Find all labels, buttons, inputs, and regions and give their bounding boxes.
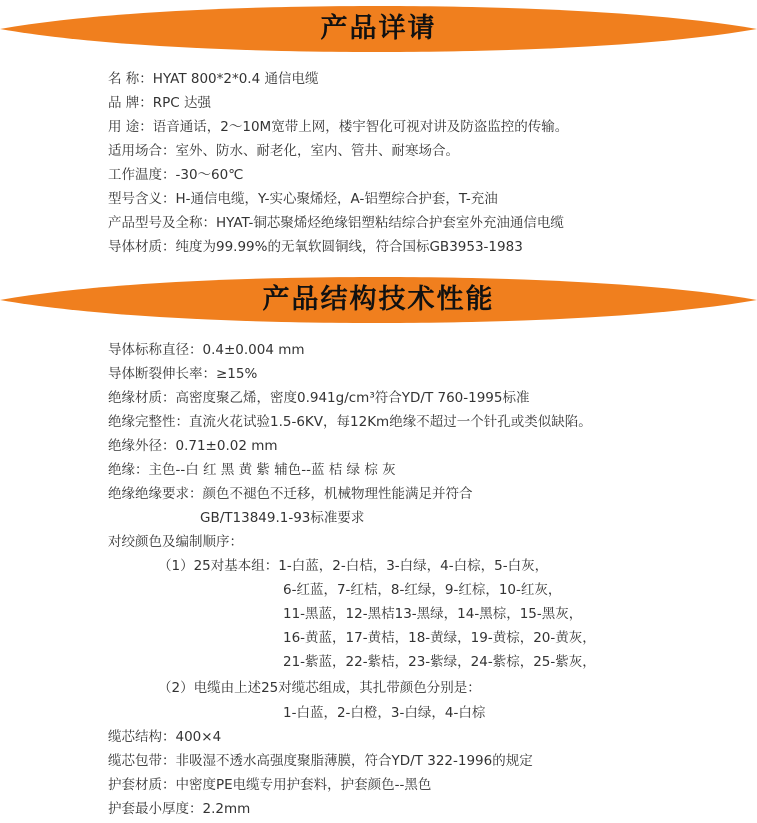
spec-line-name: 名 称：HYAT 800*2*0.4 通信电缆 <box>108 71 319 87</box>
section-title: 产品详请 <box>320 13 437 44</box>
spec-line-pair-group-3: 11-黑蓝，12-黑桔13-黑绿，14-黑棕，15-黑灰， <box>283 606 583 622</box>
spec-line-conductor-diameter: 导体标称直径：0.4±0.004 mm <box>108 342 305 358</box>
section-title: 产品结构技术性能 <box>262 284 495 315</box>
spec-line-pair-group-5: 21-紫蓝，22-紫桔，23-紫绿，24-紫棕，25-紫灰， <box>283 654 596 670</box>
spec-line-applications: 适用场合：室外、防水、耐老化，室内、管井、耐寒场合。 <box>108 143 459 159</box>
spec-line-insulation-requirements: 绝缘绝缘要求：颜色不褪色不迁移，机械物理性能满足并符合 <box>108 486 473 502</box>
spec-line-conductor: 导体材质：纯度为99.99%的无氧软圆铜线，符合国标GB3953-1983 <box>108 239 523 255</box>
spec-line-twist-order: 对绞颜色及编制顺序： <box>108 534 243 550</box>
section-banner-product-details <box>0 6 757 52</box>
spec-line-binder-intro: （2）电缆由上述25对缆芯组成，其扎带颜色分别是： <box>158 680 481 696</box>
spec-line-insulation-colors: 绝缘：主色--白 红 黑 黄 紫 辅色--蓝 桔 绿 棕 灰 <box>108 462 396 478</box>
spec-line-full-name: 产品型号及全称：HYAT-铜芯聚烯烃绝缘铝塑粘结综合护套室外充油通信电缆 <box>108 215 564 231</box>
spec-line-core-wrap: 缆芯包带：非吸湿不透水高强度聚脂薄膜，符合YD/T 322-1996的规定 <box>108 753 533 769</box>
spec-line-insulation-material: 绝缘材质：高密度聚乙烯，密度0.941g/cm³符合YD/T 760-1995标准 <box>108 390 530 406</box>
spec-line-pair-group-2: 6-红蓝，7-红桔，8-红绿，9-红棕，10-红灰， <box>283 582 562 598</box>
spec-line-pair-group-1: （1）25对基本组：1-白蓝，2-白桔，3-白绿，4-白棕，5-白灰， <box>158 558 549 574</box>
section-banner-structure-performance <box>0 277 757 323</box>
spec-line-sheath-material: 护套材质：中密度PE电缆专用护套料，护套颜色--黑色 <box>108 777 432 793</box>
spec-line-binder-colors: 1-白蓝，2-白橙，3-白绿，4-白棕 <box>283 705 486 721</box>
spec-line-elongation: 导体断裂伸长率：≥15% <box>108 366 258 382</box>
spec-line-insulation-integrity: 绝缘完整性：直流火花试验1.5-6KV，每12Km绝缘不超过一个针孔或类似缺陷。 <box>108 414 592 430</box>
spec-line-brand: 品 牌：RPC 达强 <box>108 95 212 111</box>
spec-line-pair-group-4: 16-黄蓝，17-黄桔，18-黄绿，19-黄棕，20-黄灰， <box>283 630 596 646</box>
spec-line-temperature: 工作温度：-30～60℃ <box>108 167 244 183</box>
spec-line-model-meaning: 型号含义：H-通信电缆，Y-实心聚烯烃，A-铝塑综合护套，T-充油 <box>108 191 498 207</box>
spec-line-usage: 用 途：语音通话，2～10M宽带上网，楼宇智化可视对讲及防盗监控的传输。 <box>108 119 569 135</box>
spec-line-core-structure: 缆芯结构：400×4 <box>108 729 222 745</box>
spec-line-insulation-diameter: 绝缘外径：0.71±0.02 mm <box>108 438 278 454</box>
spec-line-sheath-thickness: 护套最小厚度：2.2mm <box>108 801 251 817</box>
spec-line-standard: GB/T13849.1-93标准要求 <box>200 510 365 526</box>
